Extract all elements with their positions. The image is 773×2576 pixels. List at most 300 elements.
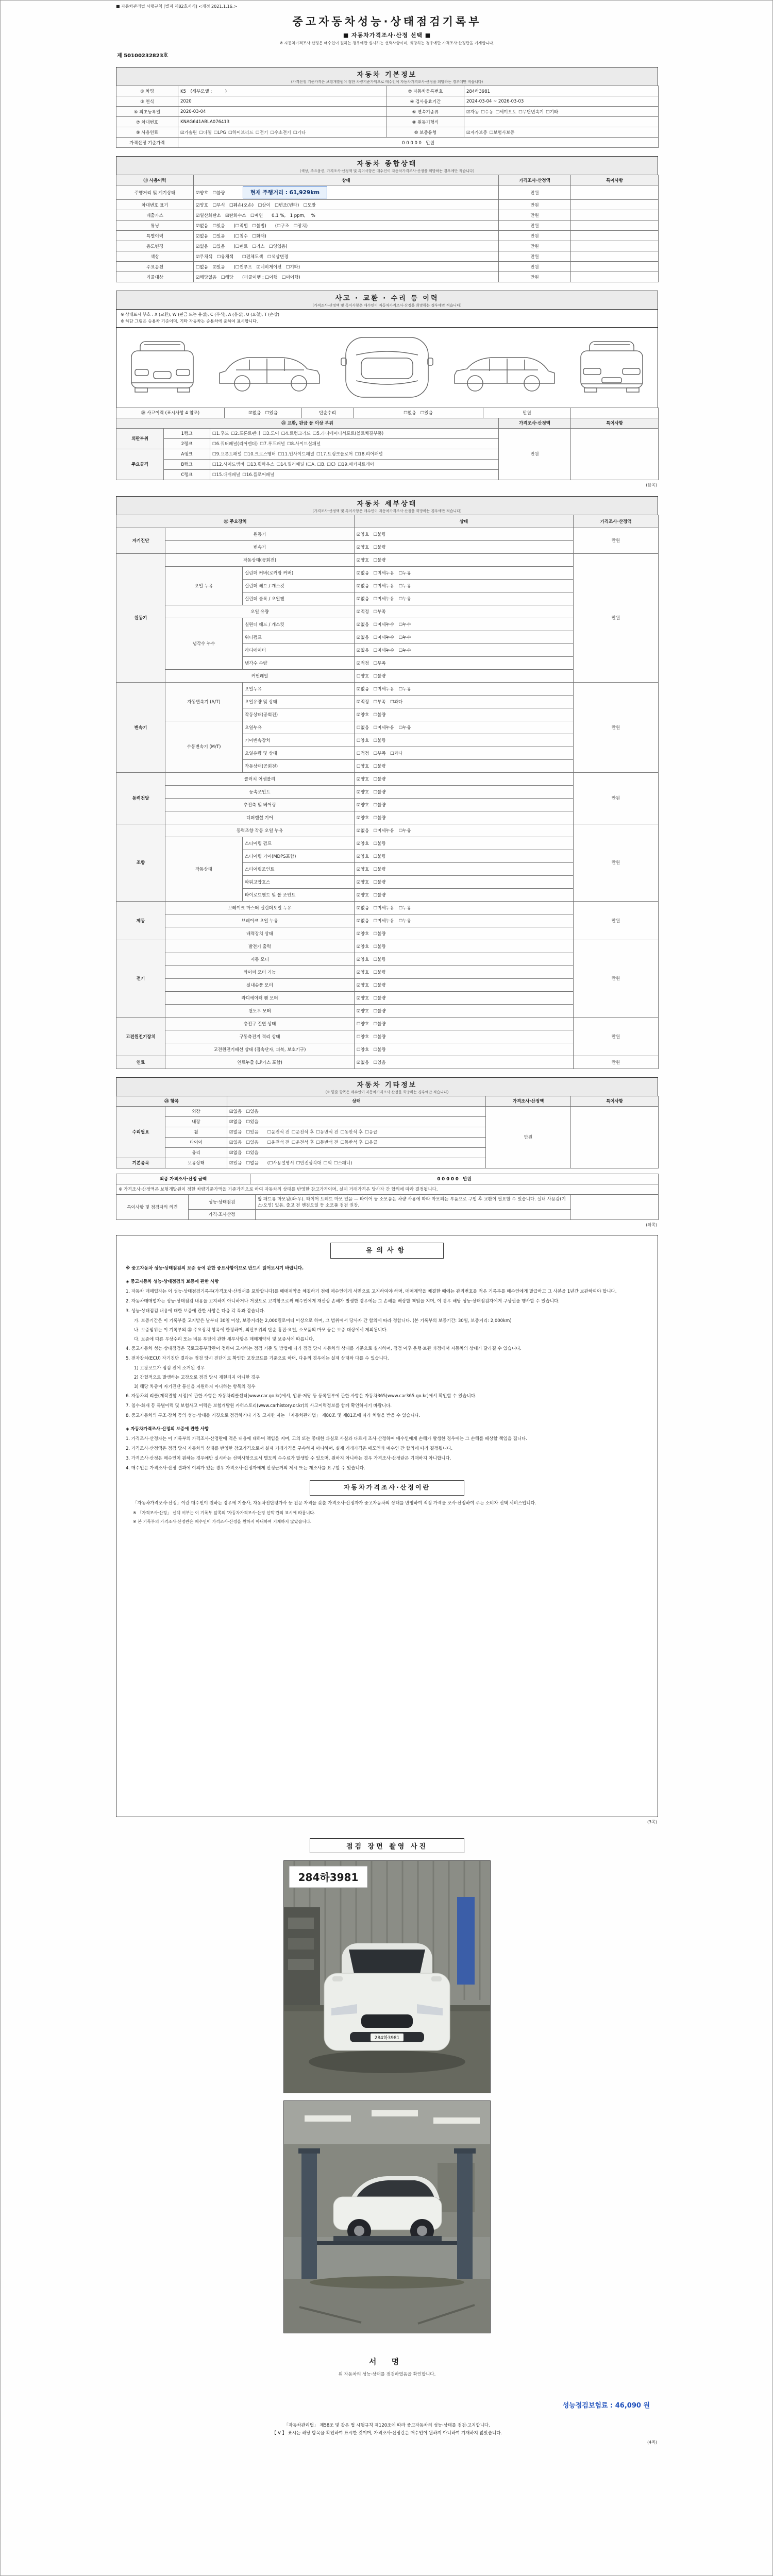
checkbox-cell: ☑없음 ☐미세누유 ☐누유	[355, 682, 574, 695]
notice-heading: ◈ 중고자동차 성능·상태점검의 보증에 관한 사항	[126, 1279, 219, 1285]
car-damage-diagrams	[116, 328, 658, 408]
cell: 오일누유	[243, 682, 355, 695]
cell: 1랭크	[164, 428, 210, 438]
overall-condition-table	[116, 175, 659, 282]
section-accident-title: 사고 · 교환 · 수리 등 이력	[335, 295, 439, 302]
notice-item: 1. 자동차 매매업자는 이 성능·상태점검기록부(가격조사·산정서를 포함합니다)를 매매계약을 체결하기 전에 매수인에게 서면으로 고지하여야 하며, 매매계약을 체결한 때에는 관리번호를 적은 기록부를 매수인에게 발급하고 그 사본을 1년간 보관하여야 합니다.	[126, 1289, 617, 1295]
table-row	[116, 251, 659, 262]
document-number: 제 50100232823호	[117, 53, 169, 59]
cell: 휠	[165, 1127, 227, 1137]
cell: 원동기	[116, 553, 165, 682]
notice-item: 8. 중고자동차의 구조·장치 등의 성능·상태를 거짓으로 점검하거나 거짓 고지한 자는 「자동차관리법」 제80조 및 제81조에 따라 처벌을 받을 수 있습니다.	[126, 1413, 421, 1419]
checkbox-cell: ☑양호 ☐부식 ☐훼손(오손) ☐상이 ☐변조(변타) ☐도말	[194, 200, 499, 210]
checkbox-cell: ☑있음 ☐없음 (☐사용설명서 ☐안전삼각대 ☐잭 ☐스패너)	[227, 1158, 486, 1168]
cell	[571, 1194, 659, 1219]
checkbox-cell: ☐6.쿼터패널(리어펜더) ☐7.루프패널 ☐8.사이드실패널	[210, 438, 499, 449]
cell: 실린더 커버(로커암 커버)	[243, 566, 355, 579]
cell: ⑦ 차대번호	[116, 117, 178, 127]
notice-item: 3. 가격조사·산정은 매수인이 원하는 경우에만 실시하는 선택사항으로서 별도의 수수료가 발생할 수 있으며, 원하지 아니하는 경우 가격조사·산정란은 기재하지 아니합니다.	[126, 1456, 451, 1462]
cell: 실내송풍 모터	[165, 978, 355, 991]
cell: 등속조인트	[165, 785, 355, 798]
signature-section	[116, 2351, 658, 2413]
price-info-text: 「자동차가격조사·산정」이란 매수인이 원하는 경우에 기술사, 자동차진단평가사 등 전문 자격을 갖춘 가격조사·산정자가 중고자동차의 상태를 반영하여 적정 가격을 조사·산정하여 주는 소비자 선택 서비스입니다.	[133, 1501, 536, 1506]
notice-item: 2. 가격조사·산정액은 점검 당시 자동차의 상태를 반영한 참고가격으로서 실제 거래가격을 구속하지 아니하며, 실제 거래가격은 매도인과 매수인 간 합의에 따라 결정됩니다.	[126, 1446, 453, 1452]
table-row	[116, 428, 659, 438]
checkbox-cell: ☐양호 ☐불량	[355, 669, 574, 682]
cell	[571, 272, 659, 282]
cell: 타이로드엔드 및 볼 조인트	[243, 888, 355, 901]
checkbox-cell: ☑없음 ☐있음 (☐침수 ☐화재)	[194, 231, 499, 241]
table-row	[116, 553, 659, 566]
checkbox-cell: ☑적정 ☐부족 ☐과다	[355, 695, 574, 708]
cell: 윈도우 모터	[165, 1004, 355, 1017]
cell: 앞 패드류 마모됨(좌·우). 타이어 트레드 마모 있음 — 타이어 등 소모품은 차량 사용에 따라 마모되는 부품으로 구입 후 교환이 필요할 수 있습니다. 실내 사용감(기스·오염) 있음. 출고 전 엔진오일 등 소모품 점검 권장.	[256, 1194, 571, 1209]
cell: ⑪ 사용이력	[116, 175, 194, 185]
table-row	[116, 241, 659, 251]
table-row	[116, 231, 659, 241]
cell	[571, 251, 659, 262]
table-row	[116, 138, 659, 148]
basic-info-table	[116, 86, 659, 148]
cell	[194, 185, 499, 200]
table-row	[116, 1017, 659, 1030]
cell: 최종 가격조사·산정 금액	[116, 1174, 250, 1184]
plate-overlay-text: 284하3981	[298, 1871, 359, 1884]
table-row	[116, 96, 659, 107]
detail-condition-table	[116, 515, 659, 1069]
cell: 주요골격	[116, 449, 164, 480]
section-basic-header	[116, 67, 658, 86]
cell: 외장	[165, 1106, 227, 1116]
table-row	[116, 1184, 659, 1194]
checkbox-cell: ☐양호 ☐불량	[355, 1043, 574, 1056]
signature-title: 서 명	[368, 2357, 406, 2366]
car-diagram-right-side	[450, 339, 559, 396]
checkbox-cell: ☑일산화탄소 ☑탄화수소 ☐매연 0.1 %, 1 ppm, %	[194, 210, 499, 221]
table-row	[116, 408, 659, 418]
cell	[571, 428, 659, 480]
checkbox-cell: ☑없음 ☐미세누유 ☐누유	[355, 566, 574, 579]
cell: 오일유량 및 상태	[243, 747, 355, 759]
page-title: 중고자동차성능·상태점검기록부	[292, 15, 482, 28]
lift-arm	[333, 2236, 442, 2241]
section-detail-header	[116, 496, 658, 515]
section-basic-note: (가격산정 기준가격은 보험개발원이 정한 차량기준가액으로 매수인이 자동차가격조사·산정을 희망하는 경우에만 적습니다)	[291, 80, 483, 84]
checkbox-cell: ☐양호 ☐불량	[355, 759, 574, 772]
notice-list	[126, 1278, 648, 1472]
photo-section-title: 점검 장면 촬영 사진	[310, 1838, 464, 1853]
cell: 0 0 0 0 0 만원	[250, 1174, 659, 1184]
cell: 디퍼렌셜 기어	[165, 811, 355, 824]
cell: A랭크	[164, 449, 210, 459]
notice-subitem: 1) 고장코드가 점검 전에 소거된 경우	[134, 1366, 205, 1371]
notice-item: 5. 전자장치(ECU) 자기진단 결과는 점검 당시 진단기로 확인한 고장코드를 기준으로 하며, 다음의 경우에는 실제 상태와 다를 수 있습니다.	[126, 1356, 389, 1362]
checkbox-cell: ☐1.후드 ☐2.프론트펜더 ☐3.도어 ☐4.트렁크리드 ☐5.라디에이터서포트(볼트체결부품)	[210, 428, 499, 438]
car-diagram-left-side	[215, 339, 324, 396]
final-amount-table	[116, 1174, 659, 1195]
table-row	[116, 1106, 659, 1116]
checkbox-cell: ☑양호 ☐불량	[355, 772, 574, 785]
section-etc-header	[116, 1077, 658, 1096]
notice-subitem: 가. 보증기간은 이 기록부를 고지받은 날부터 30일 이상, 보증거리는 2,000킬로미터 이상으로 하며, 그 범위에서 당사자 간 합의에 따라 정합니다. (본 기록부의 보증기간: 30일, 보증거리: 2,000km)	[134, 1318, 512, 1324]
cell: 충전구 절연 상태	[165, 1017, 355, 1030]
cell: 워터펌프	[243, 631, 355, 643]
cell: 라디에이터 팬 모터	[165, 991, 355, 1004]
cell: 특이사항	[571, 1096, 659, 1106]
inspection-photo-front-frame	[283, 1860, 491, 2093]
page-marker-3: (3쪽)	[647, 1819, 657, 1824]
table-row	[116, 682, 659, 695]
blue-banner	[457, 1897, 475, 1985]
section-accident-note: (가격조사·산정액 및 특이사항은 매수인이 자동차가격조사·산정을 희망하는 경우에만 적습니다)	[312, 303, 462, 308]
checkbox-cell: ☑양호 ☐불량	[355, 798, 574, 811]
cell: 내장	[165, 1116, 227, 1127]
cell: 용도변경	[116, 241, 194, 251]
notice-heading: ◈ 자동차가격조사·산정의 보증에 관한 사항	[126, 1427, 209, 1432]
cell: 브레이크 마스터 실린더오일 누유	[165, 901, 355, 914]
checkbox-cell: ☑적정 ☐부족	[355, 656, 574, 669]
checkbox-cell: ☑없음 ☐미세누수 ☐누수	[355, 631, 574, 643]
notice-intro: ※ 중고자동차 성능·상태점검의 보증 등에 관한 중요사항이므로 반드시 읽어보시기 바랍니다.	[126, 1266, 304, 1272]
cell: 파워고압호스	[243, 875, 355, 888]
cell: 튜닝	[116, 221, 194, 231]
cell: 오일누유	[243, 721, 355, 734]
checkbox-cell: ☑없음 ☐있음	[225, 408, 302, 418]
cell: 추진축 및 베어링	[165, 798, 355, 811]
cell: ⑨ 사용연료	[116, 127, 178, 138]
notice-item: 2. 자동차매매업자는 성능·상태점검 내용을 고지하지 아니하거나 거짓으로 고지함으로써 매수인에게 재산상 손해가 발생한 경우에는 그 손해를 배상할 책임을 지며, 이 경우 해당 성능·상태점검자에게 구상권을 행사할 수 있습니다.	[126, 1299, 560, 1304]
cell: ① 차명	[116, 86, 178, 96]
checkbox-cell: ☑자가보증 ☐보험사보증	[464, 127, 659, 138]
checkbox-cell: ☑무채색 ☐유채색 ☐전체도색 ☐색상변경	[194, 251, 499, 262]
cell: 배출가스	[116, 210, 194, 221]
cell: 만원	[499, 428, 571, 480]
page-marker-4: (4쪽)	[647, 2440, 657, 2445]
cell: 주행거리 및 계기상태	[116, 185, 194, 200]
notice-item: 7. 침수·화재 등 특별이력 및 보험사고 이력은 보험개발원 카히스토리(www.carhistory.or.kr)의 사고이력정보를 함께 확인하시기 바랍니다.	[126, 1403, 392, 1409]
checkbox-cell: ☑없음 ☐미세누유 ☐누유	[355, 824, 574, 837]
cell: 연료누출 (LP가스 포함)	[165, 1056, 355, 1069]
checkbox-cell: ☑없음 ☐있음 (☐적법 ☐불법) (☐구조 ☐장치)	[194, 221, 499, 231]
checkbox-cell: ☑양호 ☐불량	[355, 811, 574, 824]
cell: 배력장치 상태	[165, 927, 355, 940]
car-diagram-top	[338, 333, 436, 401]
table-row	[116, 175, 659, 185]
cell: 만원	[574, 1017, 659, 1056]
cell: 구동축전지 격리 상태	[165, 1030, 355, 1043]
checkbox-cell: ☑양호 ☐불량	[355, 940, 574, 953]
cell: 가격산정 기준가격	[116, 138, 178, 148]
table-row	[116, 262, 659, 272]
etc-info-table	[116, 1096, 659, 1168]
section-etc-title: 자동차 기타정보	[357, 1081, 417, 1089]
cell: 특이사항	[571, 175, 659, 185]
cell: 기어변속장치	[243, 734, 355, 747]
cell: 2랭크	[164, 438, 210, 449]
bottom-line-2: 【 V 】 표시는 해당 항목을 확인하여 표시한 것이며, 가격조사·산정란은 매수인이 원하지 아니하여 기재하지 않았습니다.	[272, 2430, 502, 2436]
cell: ⑥ 변속기종류	[387, 107, 464, 117]
cell: 냉각수 수량	[243, 656, 355, 669]
cell: 외판부위	[116, 428, 164, 449]
cell: ⑳ 사고이력 (표시사항 4 참조)	[116, 408, 225, 418]
cell: 만원	[499, 262, 571, 272]
cell: 커먼레일	[165, 669, 355, 682]
cell: 전기	[116, 940, 165, 1017]
cell: 보유상태	[165, 1158, 227, 1168]
cell: KNAG641ABLA076413	[178, 117, 387, 127]
checkbox-cell: ☐양호 ☐불량	[355, 734, 574, 747]
cell: ④ 검사유효기간	[387, 96, 464, 107]
cell: 시동 모터	[165, 953, 355, 965]
table-row	[116, 1096, 659, 1106]
bottom-line-1: 「자동차관리법」 제58조 및 같은 법 시행규칙 제120조에 따라 중고자동차의 성능·상태를 점검·고지합니다.	[284, 2422, 490, 2428]
table-row	[116, 210, 659, 221]
cell: 와이퍼 모터 기능	[165, 965, 355, 978]
checkbox-cell: ☑없음 ☐있음	[227, 1106, 486, 1116]
cell	[571, 262, 659, 272]
cell: 제동	[116, 901, 165, 940]
signature-confirm-line: 위 자동차의 성능·상태를 점검하였음을 확인합니다.	[338, 2371, 436, 2377]
checkbox-cell: ☑없음 ☐있음 ☐운전석 전 ☐운전석 후 ☐동반석 전 ☐동반석 후 ☐응급	[227, 1137, 486, 1147]
cell: 브레이크 오일 누유	[165, 914, 355, 927]
cell	[571, 241, 659, 251]
cell: ㉓ 항목	[116, 1096, 227, 1106]
page-marker-front: (앞쪽)	[646, 482, 657, 487]
checkbox-cell: ☑없음 ☐있음 ☐운전석 전 ☐운전석 후 ☐동반석 전 ☐동반석 후 ☐응급	[227, 1127, 486, 1137]
cell: C랭크	[164, 469, 210, 480]
checkbox-cell: ☑양호 ☐불량	[355, 875, 574, 888]
checkbox-cell: ☐없음 ☐있음	[354, 408, 483, 418]
notice-subitem: 다. 보증에 따른 무상수리 또는 비용 부담에 관한 세부사항은 매매계약서 및 보증서에 따릅니다.	[134, 1337, 314, 1343]
table-row	[116, 107, 659, 117]
cell	[571, 185, 659, 200]
checkbox-cell: ☑양호 ☐불량	[355, 1004, 574, 1017]
cell: 조향	[116, 824, 165, 901]
price-info-line-2: ※ 본 기록부의 가격조사·산정란은 매수인이 가격조사·산정을 원하지 아니하여 기재하지 않았습니다.	[133, 1519, 312, 1524]
cell: 상태	[227, 1096, 486, 1106]
price-survey-select-note: ※ 자동차가격조사·산정은 매수인이 원하는 경우에만 실시하는 선택사항이며, 희망하는 경우에만 가격조사·산정란을 기재합니다.	[279, 41, 495, 45]
cell: 실린더 블록 / 오일팬	[243, 592, 355, 605]
notice-subitem: 나. 보증범위는 이 기록부의 ㉒ 주요장치 항목에 한정하며, 외판부위의 단순 흠집·요철, 소모품의 마모 등은 보증 대상에서 제외됩니다.	[134, 1328, 388, 1333]
inspection-photo-lift-frame	[283, 2100, 491, 2333]
table-row	[116, 940, 659, 953]
checkbox-cell: ☐15.대쉬패널 ☐16.플로어패널	[210, 469, 499, 480]
bottom-legal-lines	[116, 2422, 658, 2438]
table-row	[116, 528, 659, 540]
checkbox-cell: ☑없음 ☐있음	[355, 1056, 574, 1069]
cell: 2020-03-04	[178, 107, 387, 117]
cell: 주요옵션	[116, 262, 194, 272]
notice-subitem: 3) 해당 차종이 자기진단 통신을 지원하지 아니하는 항목의 경우	[134, 1384, 256, 1390]
cell: 만원	[499, 251, 571, 262]
cell: 2020	[178, 96, 387, 107]
cell: ⑩ 보증유형	[387, 127, 464, 138]
cell: 리콜대상	[116, 272, 194, 282]
checkbox-cell: ☑양호 ☐불량	[355, 553, 574, 566]
cell: 만원	[499, 231, 571, 241]
notice-item: 3. 성능·상태점검 내용에 대한 보증에 관한 사항은 다음 각 목과 같습니다.	[126, 1309, 265, 1314]
page-marker-back: (뒤쪽)	[646, 1222, 657, 1227]
notice-item: 4. 매수인은 가격조사·산정 결과에 이의가 있는 경우 가격조사·산정자에게 산정근거의 제시 또는 재조사를 요구할 수 있습니다.	[126, 1466, 365, 1471]
cell: 타이어	[165, 1137, 227, 1147]
price-survey-select-title: ■ 자동차가격조사·산정 선택 ■	[343, 32, 431, 39]
cell: 0 0 0 0 0 만원	[178, 138, 659, 148]
cell: 동력조향 작동 오일 누유	[165, 824, 355, 837]
cell: 색상	[116, 251, 194, 262]
table-row	[116, 117, 659, 127]
cell	[571, 200, 659, 210]
cell: 고전원전기배선 상태 (접속단자, 피복, 보호기구)	[165, 1043, 355, 1056]
checkbox-cell: ☑적정 ☐부족	[355, 605, 574, 618]
cell: 연료	[116, 1056, 165, 1069]
checkbox-cell: ☑없음 ☐미세누유 ☐누유	[355, 579, 574, 592]
table-row	[116, 272, 659, 282]
cell: 상태	[355, 515, 574, 528]
checkbox-cell: ☑없음 ☐미세누유 ☐누유	[355, 901, 574, 914]
cell-part: ☑양호 ☐불량	[196, 191, 225, 196]
legend-line-1: ※ 상태표시 부호 : X (교환), W (판금 또는 용접), C (부식), A (흠집), U (요철), T (손상)	[121, 312, 280, 317]
cell: 만원	[574, 824, 659, 901]
checkbox-cell: ☑양호 ☐불량	[355, 978, 574, 991]
table-row	[116, 200, 659, 210]
cell: 고전원전기장치	[116, 1017, 165, 1056]
cell: ⑧ 원동기형식	[387, 117, 464, 127]
cell: 라디에이터	[243, 643, 355, 656]
cell: 수동변속기 (M/T)	[165, 721, 243, 772]
cell: 스티어링조인트	[243, 862, 355, 875]
section-overall-note: (색상, 주요옵션, 가격조사·산정액 및 특이사항은 매수인이 자동차가격조사·산정을 희망하는 경우에만 적습니다)	[299, 169, 475, 173]
cell: ② 자동차등록번호	[387, 86, 464, 96]
notice-section	[116, 1235, 658, 1817]
price-info-title: 자동차가격조사·산정이란	[310, 1480, 464, 1496]
cell: 만원	[574, 1056, 659, 1069]
lift-post-left	[301, 2150, 317, 2281]
cell: ㉑ 교환, 판금 등 이상 부위	[116, 418, 499, 428]
legend-line-2: ※ 하단 그림은 승용차 기준이며, 기타 자동차는 승용차에 준하여 표시합니다.	[121, 318, 258, 324]
checkbox-cell: ☑없음 ☐있음	[227, 1147, 486, 1158]
cell: 상태	[194, 175, 499, 185]
checkbox-cell: ☑양호 ☐불량	[355, 540, 574, 553]
table-row	[116, 221, 659, 231]
cell: 차대번호 표기	[116, 200, 194, 210]
cell: 특이사항	[571, 418, 659, 428]
table-row	[116, 1056, 659, 1069]
cell: 동력전달	[116, 772, 165, 824]
cell: 실린더 헤드 / 개스킷	[243, 618, 355, 631]
cell: 변속기	[116, 682, 165, 772]
section-accident-header	[116, 291, 658, 310]
cell	[571, 221, 659, 231]
section-basic-title: 자동차 기본정보	[357, 71, 417, 79]
notice-item: 1. 가격조사·산정자는 이 기록부의 가격조사·산정란에 적은 내용에 대하여 책임을 지며, 고의 또는 중대한 과실로 사실과 다르게 조사·산정하여 매수인에게 손해가 발생한 경우에는 그 손해를 배상할 책임을 집니다.	[126, 1436, 527, 1442]
section-overall-title: 자동차 종합상태	[357, 160, 417, 168]
cell: 변속기	[165, 540, 355, 553]
price-info-line-1: ※ 「가격조사·산정」 선택 여부는 이 기록부 앞쪽의 '자동차가격조사·산정 선택'란의 표시에 따릅니다.	[133, 1510, 315, 1515]
checkbox-cell: ☑없음 ☐미세누수 ☐누수	[355, 618, 574, 631]
cell: 오일유량 및 상태	[243, 695, 355, 708]
cell: 작동상태	[165, 837, 243, 901]
checkbox-cell: ☐12.사이드멤버 ☐13.휠하우스 ☐14.필러패널 (☐A, ☐B, ☐C) ☐19.패키지트레이	[210, 459, 499, 469]
table-row	[116, 418, 659, 428]
checkbox-cell: ☑없음 ☐미세누유 ☐누유	[355, 914, 574, 927]
cell: 가격조사·산정액	[574, 515, 659, 528]
lift-post-right	[457, 2150, 473, 2281]
cell: 만원	[499, 185, 571, 200]
table-row	[116, 772, 659, 785]
cell	[256, 1209, 571, 1219]
table-row	[116, 127, 659, 138]
cell: 작동상태(공회전)	[165, 553, 355, 566]
checkbox-cell: ☑양호 ☐불량	[355, 708, 574, 721]
cell: K5 (세부모델 : )	[178, 86, 387, 96]
cell: 발전기 출력	[165, 940, 355, 953]
insurance-fee: 성능점검보험료 : 46,090 원	[562, 2401, 650, 2410]
panel-frame-table	[116, 418, 659, 480]
table-row	[116, 1174, 659, 1184]
section-etc-note: (※ 밑줄 항목은 매수인이 자동차가격조사·산정을 희망하는 경우에만 적습니다)	[325, 1090, 449, 1094]
cell: 특별이력	[116, 231, 194, 241]
cell: 작동상태(공회전)	[243, 759, 355, 772]
checkbox-cell: ☐없음 ☑있음 (☐썬루프 ☑네비게이션 ☐기타)	[194, 262, 499, 272]
cell: 수리필요	[116, 1106, 165, 1158]
car-diagram-rear	[573, 336, 650, 398]
cell: 성능·상태점검	[189, 1194, 256, 1209]
checkbox-cell: ☑양호 ☐불량	[355, 837, 574, 850]
cell: 가격·조사산정	[189, 1209, 256, 1219]
checkbox-cell: ☐9.프론트패널 ☐10.크로스멤버 ☐11.인사이드패널 ☐17.트렁크플로어 ☐18.리어패널	[210, 449, 499, 459]
cell: 특이사항 및 점검자의 의견	[116, 1194, 189, 1219]
table-row	[116, 824, 659, 837]
checkbox-cell: ☐없음 ☐미세누유 ☐누유	[355, 721, 574, 734]
checkbox-cell: ☑양호 ☐불량	[355, 862, 574, 875]
price-info-block	[126, 1480, 648, 1525]
checkbox-cell: ☑양호 ☐불량	[355, 991, 574, 1004]
form-regulation-note: ■ 자동차관리법 시행규칙 [별지 제82호서식] <개정 2021.1.16.>	[116, 4, 238, 9]
cell: ㉒ 주요장치	[116, 515, 355, 528]
checkbox-cell: ☑양호 ☐불량	[355, 785, 574, 798]
cell: 만원	[574, 940, 659, 1017]
checkbox-cell: ☑없음 ☐있음	[227, 1116, 486, 1127]
cell: 가격조사·산정액	[499, 418, 571, 428]
cell: 자기진단	[116, 528, 165, 553]
cell: 기본품목	[116, 1158, 165, 1168]
checkbox-cell: ☑양호 ☐불량	[355, 965, 574, 978]
cell: 클러치 어셈블리	[165, 772, 355, 785]
cell: 만원	[486, 1106, 571, 1168]
checkbox-cell: ☑없음 ☐미세누수 ☐누수	[355, 643, 574, 656]
cell: 단순수리	[302, 408, 354, 418]
cell: 만원	[574, 901, 659, 940]
damage-code-legend	[116, 310, 658, 328]
accident-history-table	[116, 408, 659, 418]
cell: 만원	[499, 272, 571, 282]
section-detail-note: (가격조사·산정액 및 특이사항은 매수인이 자동차가격조사·산정을 희망하는 경우에만 적습니다)	[312, 509, 462, 513]
notice-item: 6. 자동차의 리콜(제작결함 시정)에 관한 사항은 자동차리콜센터(www.car.go.kr)에서, 압류·저당 등 등록원부에 관한 사항은 자동차365(www.car365.go.kr)에서 확인할 수 있습니다.	[126, 1394, 477, 1399]
cell: 스티어링 펌프	[243, 837, 355, 850]
cell	[571, 408, 659, 418]
notice-item: 4. 중고자동차 성능·상태점검은 국토교통부장관이 정하여 고시하는 점검 기준 및 방법에 따라 점검 당시 자동차의 상태를 기준으로 실시하며, 점검 이후 운행·보관 과정에서 자동차의 상태가 달라질 수 있습니다.	[126, 1346, 522, 1352]
table-row	[116, 1194, 659, 1209]
cell: 만원	[499, 200, 571, 210]
checkbox-cell: ☑자동 ☐수동 ☐세미오토 ☐무단변속기 ☐기타	[464, 107, 659, 117]
cell: 자동변속기 (A/T)	[165, 682, 243, 721]
cell: 가격조사·산정액	[486, 1096, 571, 1106]
cell	[571, 231, 659, 241]
checkbox-cell: ☑없음 ☐있음 (☐렌트 ☐리스 ☐영업용)	[194, 241, 499, 251]
cell: 284하3981	[464, 86, 659, 96]
cell: 만원	[574, 682, 659, 772]
notice-title: 유의사항	[330, 1243, 444, 1259]
